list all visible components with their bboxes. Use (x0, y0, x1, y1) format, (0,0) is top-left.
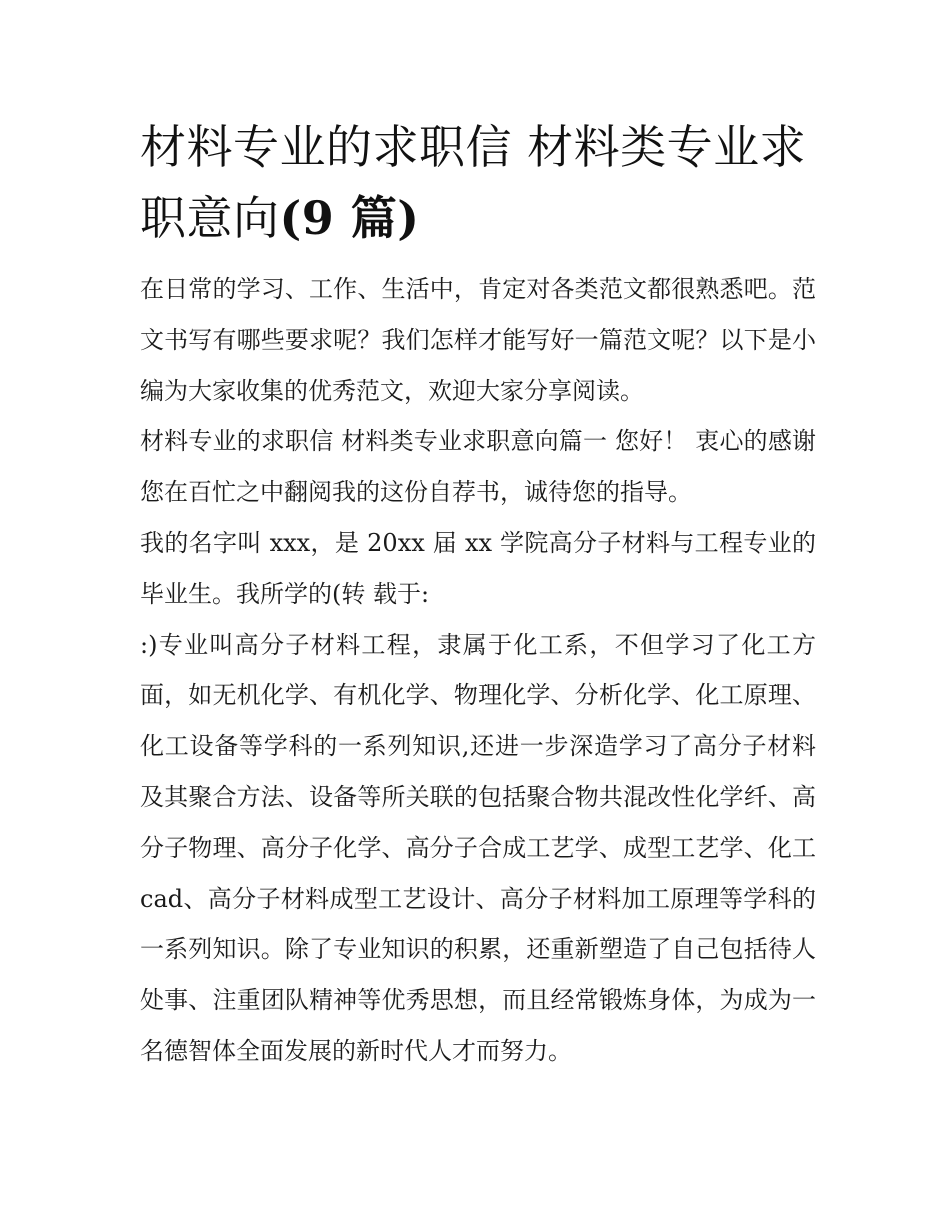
document-page (140, 112, 816, 1077)
paragraph-greeting: 材料专业的求职信 材料类专业求职意向篇一 您好！ 衷心的感谢您在百忙之中翻阅我的这份自荐书，诚待您的指导。 (140, 427, 816, 507)
title-count: (9 篇) (279, 191, 420, 245)
document-body (140, 264, 816, 1077)
paragraph-major-details: :)专业叫高分子材料工程，隶属于化工系，不但学习了化工方面，如无机化学、有机化学、物理化学、分析化学、化工原理、化工设备等学科的一系列知识,还进一步深造学习了高分子材料及其聚合方法、设备等所关联的包括聚合物共混改性化学纤、高分子物理、高分子化学、高分子合成工艺学、成型工艺学、化工 cad、高分子材料成型工艺设计、高分子材料加工原理等学科的一系列知识。除了专业知识的积累，还重新塑造了自己包括待人处事、注重团队精神等优秀思想，而且经常锻炼身体，为成为一名德智体全面发展的新时代人才而努力。 (140, 630, 816, 1065)
paragraph-intro: 在日常的学习、工作、生活中，肯定对各类范文都很熟悉吧。范文书写有哪些要求呢？我们怎样才能写好一篇范文呢？以下是小编为大家收集的优秀范文，欢迎大家分享阅读。 (140, 275, 816, 405)
document-title (140, 112, 816, 254)
paragraph-self-intro: 我的名字叫 xxx，是 20xx 届 xx 学院高分子材料与工程专业的毕业生。我所学的(转 载于: (140, 528, 816, 608)
title-main: 材料专业的求职信 材料类专业求职意向 (140, 120, 807, 245)
